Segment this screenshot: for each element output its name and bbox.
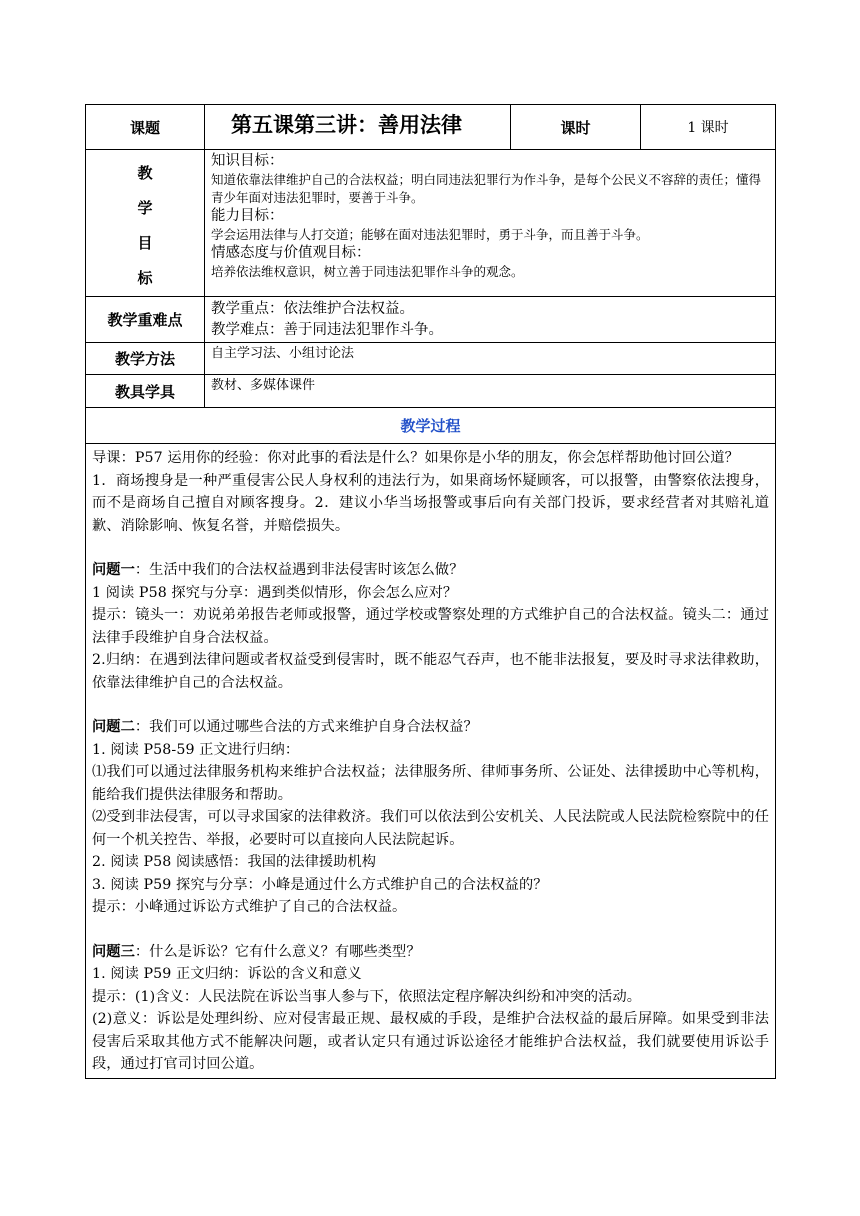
q3-line: 1. 阅读 P59 正文归纳：诉讼的含义和意义 — [92, 966, 362, 982]
topic-label: 课题 — [86, 105, 205, 150]
question-two — [92, 716, 769, 739]
emotion-goal-title: 情感态度与价值观目标： — [211, 245, 371, 261]
question-one — [92, 559, 769, 582]
knowledge-goal-title: 知识目标： — [211, 153, 284, 169]
key-points-label: 教学重难点 — [86, 297, 205, 343]
process-heading: 教学过程 — [86, 408, 776, 444]
goals-row — [86, 150, 776, 297]
q1-line: 1 阅读 P58 探究与分享：遇到类似情形，你会怎么应对？ — [92, 584, 458, 601]
process-row — [86, 444, 776, 1079]
question-one-text: ：生活中我们的合法权益遇到非法侵害时该怎么做？ — [134, 562, 464, 578]
period-value: 1 课时 — [641, 105, 776, 150]
method-value: 自主学习法、小组讨论法 — [205, 343, 776, 375]
ability-goal-title: 能力目标： — [211, 208, 284, 224]
q2-line: 3. 阅读 P59 探究与分享：小峰是通过什么方式维护自己的合法权益的？ — [92, 876, 548, 893]
q2-line: ⑴我们可以通过法律服务机构来维护合法权益；法律服务所、律师事务所、公证处、法律援助中心等机构，能给我们提供法律服务和帮助。 — [92, 764, 769, 803]
tools-row — [86, 375, 776, 408]
q2-line: 1. 阅读 P58-59 正文进行归纳： — [92, 741, 300, 758]
ability-goal-text: 学会运用法律与人打交道；能够在面对违法犯罪时，勇于斗争，而且善于斗争。 — [211, 227, 649, 242]
q2-line: 2. 阅读 P58 阅读感悟：我国的法律援助机构 — [92, 854, 377, 870]
goals-label-char: 目 — [137, 234, 153, 252]
goals-label — [86, 150, 205, 297]
q3-line: (2)意义：诉讼是处理纠纷、应对侵害最正规、最权威的手段，是维护合法权益的最后屏障。如果受到非法侵害后采取其他方式不能解决问题，或者认定只有通过诉讼途径才能维护合法权益，我们就要使用诉讼手段，通过打官司讨回公道。 — [92, 1011, 769, 1072]
q1-line: 2.归纳：在遇到法律问题或者权益受到侵害时，既不能忍气吞声，也不能非法报复，要及时寻求法律救助，依靠法律维护自己的合法权益。 — [92, 652, 769, 691]
tools-label: 教具学具 — [86, 375, 205, 408]
question-three-text: ：什么是诉讼？它有什么意义？有哪些类型？ — [134, 943, 421, 960]
question-two-text: ：我们可以通过哪些合法的方式来维护自身合法权益？ — [134, 719, 478, 735]
emotion-goal-text: 培养依法维权意识，树立善于同违法犯罪作斗争的观念。 — [211, 264, 524, 279]
process-heading-row — [86, 408, 776, 444]
question-three — [92, 941, 769, 964]
goals-content — [205, 150, 776, 297]
key-points-row — [86, 297, 776, 343]
goals-label-char: 标 — [137, 269, 153, 287]
difficult-point: 教学难点：善于同违法犯罪作斗争。 — [211, 322, 443, 338]
q2-line: 提示：小峰通过诉讼方式维护了自己的合法权益。 — [92, 899, 407, 915]
q3-line: 提示：(1)含义：人民法院在诉讼当事人参与下，依照法定程序解决纠纷和冲突的活动。 — [92, 988, 642, 1005]
period-label: 课时 — [511, 105, 641, 150]
q2-line: ⑵受到非法侵害，可以寻求国家的法律救济。我们可以依法到公安机关、人民法院或人民法院检察院中的任何一个机关控告、举报，必要时可以直接向人民法院起诉。 — [92, 809, 769, 848]
lesson-plan-table — [85, 104, 776, 1079]
knowledge-goal-text: 知道依靠法律维护自己的合法权益；明白同违法犯罪行为作斗争，是每个公民义不容辞的责任；懂得青少年面对违法犯罪时，要善于斗争。 — [211, 172, 762, 205]
intro-answer: 1．商场搜身是一种严重侵害公民人身权利的违法行为，如果商场怀疑顾客，可以报警，由警察依法搜身，而不是商场自己擅自对顾客搜身。2．建议小华当场报警或事后向有关部门投诉，要求经营者对其赔礼道歉、消除影响、恢复名誉，并赔偿损失。 — [92, 472, 769, 534]
question-one-label: 问题一 — [92, 562, 135, 578]
method-row — [86, 343, 776, 375]
key-points-content — [205, 297, 776, 343]
tools-value: 教材、多媒体课件 — [205, 375, 776, 408]
goals-label-char: 教 — [137, 164, 153, 182]
question-two-label: 问题二 — [92, 719, 135, 735]
key-point: 教学重点：依法维护合法权益。 — [211, 301, 414, 317]
method-label: 教学方法 — [86, 343, 205, 375]
intro-question: 导课：P57 运用你的经验：你对此事的看法是什么？如果你是小华的朋友，你会怎样帮助他讨回公道？ — [92, 450, 739, 466]
question-three-label: 问题三 — [92, 943, 135, 960]
lesson-title: 第五课第三讲：善用法律 — [205, 105, 511, 150]
header-row — [86, 105, 776, 150]
process-content — [86, 444, 776, 1079]
q1-line: 提示：镜头一：劝说弟弟报告老师或报警，通过学校或警察处理的方式维护自己的合法权益。镜头二：通过法律手段维护自身合法权益。 — [92, 607, 769, 646]
goals-label-char: 学 — [137, 199, 153, 217]
